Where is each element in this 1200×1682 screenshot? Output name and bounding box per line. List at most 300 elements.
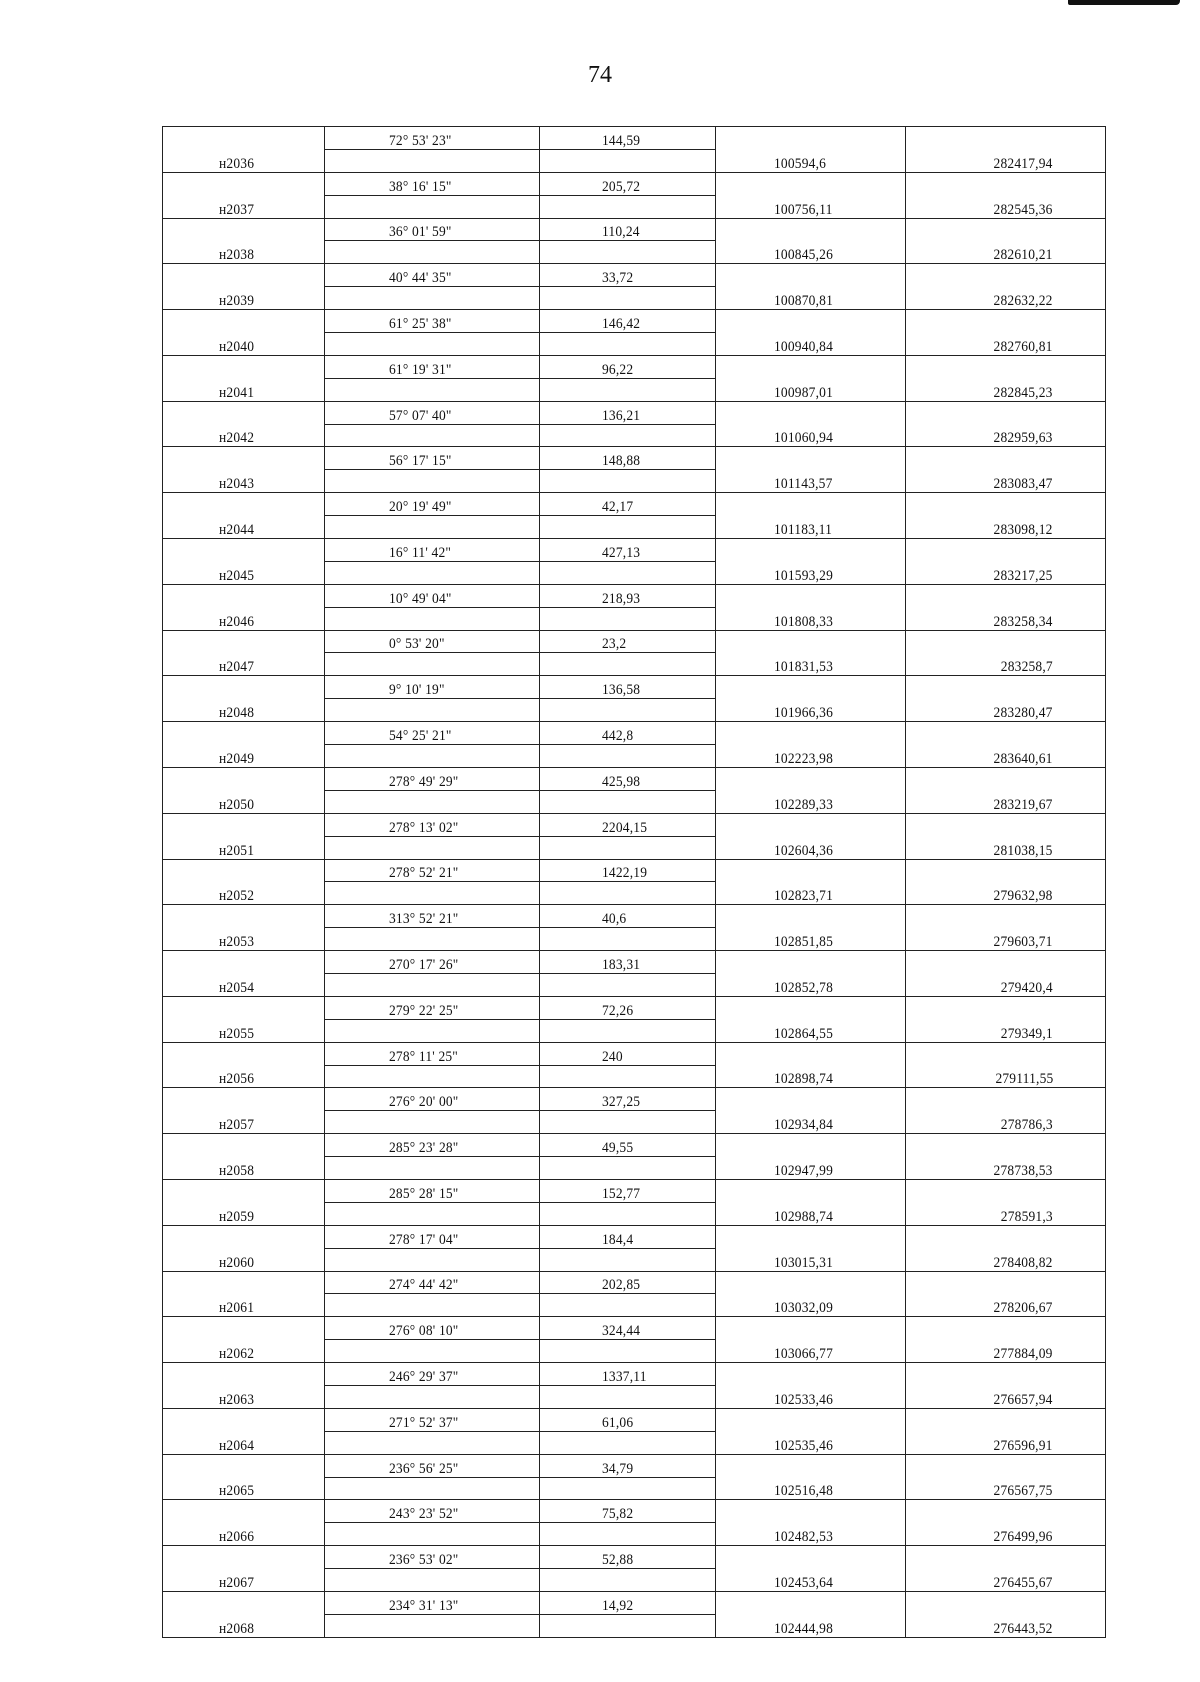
y-coordinate-cell: [906, 1019, 1106, 1042]
direction-angle-cell: [325, 1088, 540, 1111]
segment-row: [163, 584, 1106, 607]
point-name-cell: [163, 996, 325, 1019]
x-coordinate-cell: [716, 973, 906, 996]
point-name-cell: [163, 447, 325, 470]
direction-angle-cell: [325, 287, 540, 310]
point-row: [163, 1614, 1106, 1637]
segment-length-cell: [540, 149, 716, 172]
y-coordinate-cell: [906, 1225, 1106, 1248]
point-name-cell: [163, 1523, 325, 1546]
point-row: [163, 836, 1106, 859]
x-coordinate-cell: [716, 836, 906, 859]
direction-angle-cell: [325, 1592, 540, 1615]
segment-row: [163, 1500, 1106, 1523]
x-coordinate-text: 103066,77: [774, 1346, 834, 1363]
x-coordinate-cell: [716, 1134, 906, 1157]
point-name-cell: [163, 859, 325, 882]
segment-length-text: 205,72: [602, 178, 641, 195]
x-coordinate-text: 101808,33: [774, 613, 834, 630]
point-row: [163, 1202, 1106, 1225]
point-row: [163, 470, 1106, 493]
y-coordinate-cell: [906, 653, 1106, 676]
segment-length-cell: [540, 1111, 716, 1134]
segment-length-cell: [540, 1248, 716, 1271]
direction-angle-text: 61° 25' 38": [389, 316, 452, 333]
x-coordinate-cell: [716, 1385, 906, 1408]
y-coordinate-cell: [906, 149, 1106, 172]
x-coordinate-text: 102516,48: [774, 1483, 834, 1500]
segment-length-cell: [540, 699, 716, 722]
y-coordinate-text: 283098,12: [993, 522, 1053, 539]
x-coordinate-text: 100987,01: [774, 384, 834, 401]
point-row: [163, 745, 1106, 768]
segment-length-cell: [540, 1431, 716, 1454]
direction-angle-cell: [325, 1111, 540, 1134]
segment-length-text: 96,22: [602, 361, 634, 378]
segment-length-cell: [540, 287, 716, 310]
x-coordinate-cell: [716, 1042, 906, 1065]
x-coordinate-cell: [716, 401, 906, 424]
y-coordinate-text: 282545,36: [993, 201, 1053, 218]
x-coordinate-cell: [716, 630, 906, 653]
point-name-cell: [163, 127, 325, 150]
point-name-cell: [163, 1111, 325, 1134]
direction-angle-cell: [325, 1317, 540, 1340]
point-name-cell: [163, 149, 325, 172]
x-coordinate-text: 102533,46: [774, 1391, 834, 1408]
point-name-text: н2039: [219, 293, 255, 310]
segment-length-text: 425,98: [602, 773, 641, 790]
point-row: [163, 1065, 1106, 1088]
y-coordinate-cell: [906, 1408, 1106, 1431]
point-row: [163, 699, 1106, 722]
point-row: [163, 333, 1106, 356]
direction-angle-text: 278° 11' 25": [389, 1048, 459, 1065]
point-name-cell: [163, 241, 325, 264]
x-coordinate-cell: [716, 722, 906, 745]
x-coordinate-text: 102864,55: [774, 1025, 834, 1042]
segment-length-cell: [540, 378, 716, 401]
direction-angle-cell: [325, 493, 540, 516]
direction-angle-cell: [325, 607, 540, 630]
segment-length-cell: [540, 1454, 716, 1477]
point-row: [163, 882, 1106, 905]
segment-length-cell: [540, 195, 716, 218]
segment-length-cell: [540, 1363, 716, 1386]
x-coordinate-text: 102604,36: [774, 842, 834, 859]
y-coordinate-text: 278591,3: [1000, 1208, 1053, 1225]
x-coordinate-cell: [716, 447, 906, 470]
point-name-cell: [163, 1088, 325, 1111]
segment-length-cell: [540, 1042, 716, 1065]
segment-length-text: 42,17: [602, 499, 634, 516]
segment-length-cell: [540, 607, 716, 630]
direction-angle-cell: [325, 470, 540, 493]
x-coordinate-cell: [716, 1477, 906, 1500]
x-coordinate-cell: [716, 539, 906, 562]
direction-angle-text: 234° 31' 13": [389, 1597, 459, 1614]
x-coordinate-text: 101060,94: [774, 430, 834, 447]
segment-length-text: 184,4: [602, 1231, 634, 1248]
segment-length-text: 427,13: [602, 544, 641, 561]
y-coordinate-text: 279420,4: [1000, 979, 1053, 996]
point-name-cell: [163, 1477, 325, 1500]
y-coordinate-cell: [906, 1592, 1106, 1615]
direction-angle-text: 57° 07' 40": [389, 407, 452, 424]
point-name-cell: [163, 1363, 325, 1386]
point-name-cell: [163, 607, 325, 630]
point-name-cell: [163, 699, 325, 722]
point-name-text: н2046: [219, 613, 255, 630]
segment-length-cell: [540, 447, 716, 470]
segment-length-cell: [540, 745, 716, 768]
direction-angle-cell: [325, 882, 540, 905]
x-coordinate-text: 102289,33: [774, 796, 834, 813]
segment-length-cell: [540, 1157, 716, 1180]
y-coordinate-cell: [906, 1363, 1106, 1386]
point-name-text: н2068: [219, 1620, 255, 1637]
point-name-cell: [163, 493, 325, 516]
direction-angle-cell: [325, 813, 540, 836]
y-coordinate-cell: [906, 722, 1106, 745]
direction-angle-text: 236° 56' 25": [389, 1460, 459, 1477]
y-coordinate-text: 282417,94: [993, 155, 1053, 172]
segment-length-cell: [540, 1317, 716, 1340]
segment-length-text: 110,24: [602, 224, 640, 241]
segment-length-cell: [540, 767, 716, 790]
point-row: [163, 241, 1106, 264]
y-coordinate-text: 282845,23: [993, 384, 1053, 401]
direction-angle-text: 54° 25' 21": [389, 728, 452, 745]
x-coordinate-cell: [716, 149, 906, 172]
segment-length-cell: [540, 310, 716, 333]
y-coordinate-cell: [906, 218, 1106, 241]
point-name-cell: [163, 287, 325, 310]
point-name-cell: [163, 653, 325, 676]
y-coordinate-cell: [906, 447, 1106, 470]
x-coordinate-cell: [716, 470, 906, 493]
segment-length-text: 148,88: [602, 453, 641, 470]
x-coordinate-cell: [716, 745, 906, 768]
x-coordinate-cell: [716, 561, 906, 584]
coordinates-table: [162, 126, 1106, 1638]
segment-length-text: 61,06: [602, 1414, 634, 1431]
y-coordinate-text: 282610,21: [993, 247, 1053, 264]
point-name-text: н2037: [219, 201, 255, 218]
point-name-cell: [163, 561, 325, 584]
y-coordinate-cell: [906, 1202, 1106, 1225]
y-coordinate-cell: [906, 1477, 1106, 1500]
y-coordinate-cell: [906, 1431, 1106, 1454]
direction-angle-text: 38° 16' 15": [389, 178, 452, 195]
segment-length-text: 327,25: [602, 1094, 641, 1111]
segment-row: [163, 951, 1106, 974]
x-coordinate-cell: [716, 996, 906, 1019]
segment-length-text: 136,21: [602, 407, 641, 424]
direction-angle-cell: [325, 1065, 540, 1088]
segment-length-cell: [540, 1271, 716, 1294]
point-row: [163, 195, 1106, 218]
direction-angle-text: 278° 13' 02": [389, 819, 459, 836]
x-coordinate-cell: [716, 355, 906, 378]
x-coordinate-cell: [716, 241, 906, 264]
y-coordinate-cell: [906, 676, 1106, 699]
segment-row: [163, 355, 1106, 378]
direction-angle-cell: [325, 1225, 540, 1248]
x-coordinate-cell: [716, 1271, 906, 1294]
point-name-text: н2050: [219, 796, 255, 813]
x-coordinate-text: 100756,11: [774, 201, 833, 218]
y-coordinate-cell: [906, 1317, 1106, 1340]
y-coordinate-cell: [906, 470, 1106, 493]
y-coordinate-cell: [906, 401, 1106, 424]
direction-angle-cell: [325, 149, 540, 172]
x-coordinate-cell: [716, 882, 906, 905]
x-coordinate-text: 102852,78: [774, 979, 834, 996]
segment-length-cell: [540, 1134, 716, 1157]
x-coordinate-cell: [716, 1363, 906, 1386]
y-coordinate-cell: [906, 951, 1106, 974]
point-name-text: н2052: [219, 888, 255, 905]
point-row: [163, 1523, 1106, 1546]
direction-angle-cell: [325, 127, 540, 150]
point-name-text: н2041: [219, 384, 255, 401]
segment-length-cell: [540, 1477, 716, 1500]
segment-length-cell: [540, 653, 716, 676]
direction-angle-text: 20° 19' 49": [389, 499, 452, 516]
segment-row: [163, 767, 1106, 790]
y-coordinate-cell: [906, 1271, 1106, 1294]
point-name-cell: [163, 767, 325, 790]
x-coordinate-cell: [716, 813, 906, 836]
page-number: 74: [588, 62, 612, 88]
x-coordinate-text: 101593,29: [774, 567, 834, 584]
y-coordinate-cell: [906, 1134, 1106, 1157]
segment-row: [163, 1088, 1106, 1111]
point-name-cell: [163, 1500, 325, 1523]
y-coordinate-cell: [906, 1569, 1106, 1592]
x-coordinate-cell: [716, 1225, 906, 1248]
point-row: [163, 790, 1106, 813]
direction-angle-text: 271° 52' 37": [389, 1414, 459, 1431]
y-coordinate-text: 279603,71: [993, 934, 1053, 951]
direction-angle-cell: [325, 401, 540, 424]
point-row: [163, 973, 1106, 996]
segment-length-cell: [540, 1225, 716, 1248]
point-name-text: н2062: [219, 1346, 255, 1363]
point-name-cell: [163, 1225, 325, 1248]
segment-length-cell: [540, 424, 716, 447]
segment-length-cell: [540, 859, 716, 882]
segment-length-cell: [540, 790, 716, 813]
segment-row: [163, 310, 1106, 333]
direction-angle-cell: [325, 241, 540, 264]
point-name-cell: [163, 1569, 325, 1592]
segment-length-text: 218,93: [602, 590, 641, 607]
x-coordinate-cell: [716, 905, 906, 928]
point-name-text: н2044: [219, 522, 255, 539]
x-coordinate-text: 103015,31: [774, 1254, 834, 1271]
x-coordinate-text: 100845,26: [774, 247, 834, 264]
y-coordinate-cell: [906, 287, 1106, 310]
point-row: [163, 1385, 1106, 1408]
point-name-text: н2061: [219, 1300, 255, 1317]
y-coordinate-cell: [906, 1454, 1106, 1477]
direction-angle-text: 36° 01' 59": [389, 224, 452, 241]
y-coordinate-text: 276567,75: [993, 1483, 1053, 1500]
direction-angle-cell: [325, 630, 540, 653]
x-coordinate-text: 102851,85: [774, 934, 834, 951]
direction-angle-cell: [325, 1569, 540, 1592]
x-coordinate-cell: [716, 790, 906, 813]
y-coordinate-cell: [906, 355, 1106, 378]
direction-angle-text: 279° 22' 25": [389, 1002, 459, 1019]
segment-row: [163, 218, 1106, 241]
point-name-text: н2055: [219, 1025, 255, 1042]
x-coordinate-cell: [716, 1340, 906, 1363]
segment-length-cell: [540, 1202, 716, 1225]
point-row: [163, 1477, 1106, 1500]
x-coordinate-cell: [716, 218, 906, 241]
point-row: [163, 1340, 1106, 1363]
point-name-text: н2040: [219, 338, 255, 355]
direction-angle-cell: [325, 859, 540, 882]
x-coordinate-text: 100870,81: [774, 293, 834, 310]
segment-length-text: 146,42: [602, 316, 641, 333]
direction-angle-cell: [325, 584, 540, 607]
segment-length-cell: [540, 973, 716, 996]
segment-length-text: 40,6: [602, 911, 627, 928]
direction-angle-cell: [325, 1248, 540, 1271]
segment-length-cell: [540, 928, 716, 951]
y-coordinate-cell: [906, 973, 1106, 996]
point-name-cell: [163, 1294, 325, 1317]
y-coordinate-cell: [906, 996, 1106, 1019]
y-coordinate-cell: [906, 928, 1106, 951]
segment-length-cell: [540, 676, 716, 699]
x-coordinate-cell: [716, 1088, 906, 1111]
direction-angle-cell: [325, 951, 540, 974]
y-coordinate-cell: [906, 882, 1106, 905]
direction-angle-cell: [325, 264, 540, 287]
y-coordinate-cell: [906, 264, 1106, 287]
point-name-text: н2065: [219, 1483, 255, 1500]
y-coordinate-text: 282632,22: [993, 293, 1053, 310]
y-coordinate-cell: [906, 516, 1106, 539]
x-coordinate-cell: [716, 1569, 906, 1592]
direction-angle-text: 270° 17' 26": [389, 956, 459, 973]
direction-angle-text: 278° 52' 21": [389, 865, 459, 882]
segment-length-text: 1337,11: [602, 1368, 647, 1385]
x-coordinate-cell: [716, 378, 906, 401]
point-row: [163, 1019, 1106, 1042]
segment-row: [163, 1408, 1106, 1431]
segment-length-cell: [540, 493, 716, 516]
x-coordinate-cell: [716, 1408, 906, 1431]
segment-length-cell: [540, 172, 716, 195]
segment-row: [163, 1134, 1106, 1157]
direction-angle-cell: [325, 745, 540, 768]
x-coordinate-cell: [716, 928, 906, 951]
x-coordinate-text: 102823,71: [774, 888, 834, 905]
direction-angle-text: 313° 52' 21": [389, 911, 459, 928]
segment-length-text: 144,59: [602, 132, 641, 149]
y-coordinate-cell: [906, 561, 1106, 584]
direction-angle-text: 243° 23' 52": [389, 1506, 459, 1523]
segment-length-cell: [540, 1546, 716, 1569]
direction-angle-cell: [325, 172, 540, 195]
y-coordinate-text: 276657,94: [993, 1391, 1053, 1408]
point-name-cell: [163, 195, 325, 218]
x-coordinate-cell: [716, 516, 906, 539]
y-coordinate-cell: [906, 1042, 1106, 1065]
point-name-cell: [163, 905, 325, 928]
y-coordinate-text: 279349,1: [1000, 1025, 1053, 1042]
segment-row: [163, 172, 1106, 195]
point-name-text: н2036: [219, 155, 255, 172]
y-coordinate-cell: [906, 424, 1106, 447]
y-coordinate-cell: [906, 1500, 1106, 1523]
segment-length-text: 152,77: [602, 1185, 641, 1202]
direction-angle-text: 276° 20' 00": [389, 1094, 459, 1111]
x-coordinate-cell: [716, 859, 906, 882]
segment-length-text: 52,88: [602, 1552, 634, 1569]
segment-row: [163, 996, 1106, 1019]
segment-length-cell: [540, 1592, 716, 1615]
segment-row: [163, 1225, 1106, 1248]
point-name-cell: [163, 1179, 325, 1202]
segment-length-cell: [540, 218, 716, 241]
point-name-text: н2051: [219, 842, 255, 859]
segment-row: [163, 1271, 1106, 1294]
y-coordinate-cell: [906, 1523, 1106, 1546]
segment-row: [163, 127, 1106, 150]
y-coordinate-text: 281038,15: [993, 842, 1053, 859]
x-coordinate-cell: [716, 172, 906, 195]
point-row: [163, 1569, 1106, 1592]
point-row: [163, 561, 1106, 584]
direction-angle-cell: [325, 333, 540, 356]
point-name-text: н2049: [219, 750, 255, 767]
x-coordinate-cell: [716, 310, 906, 333]
segment-row: [163, 1042, 1106, 1065]
point-name-text: н2066: [219, 1529, 255, 1546]
direction-angle-text: 0° 53' 20": [389, 636, 445, 653]
y-coordinate-cell: [906, 539, 1106, 562]
direction-angle-cell: [325, 973, 540, 996]
y-coordinate-text: 283258,34: [993, 613, 1053, 630]
segment-length-cell: [540, 401, 716, 424]
segment-length-cell: [540, 951, 716, 974]
y-coordinate-text: 282959,63: [993, 430, 1053, 447]
y-coordinate-cell: [906, 630, 1106, 653]
segment-length-text: 136,58: [602, 682, 641, 699]
point-name-text: н2054: [219, 979, 255, 996]
y-coordinate-cell: [906, 1248, 1106, 1271]
segment-row: [163, 676, 1106, 699]
direction-angle-text: 10° 49' 04": [389, 590, 452, 607]
point-name-cell: [163, 1042, 325, 1065]
direction-angle-cell: [325, 699, 540, 722]
direction-angle-cell: [325, 561, 540, 584]
y-coordinate-text: 277884,09: [993, 1346, 1053, 1363]
segment-length-cell: [540, 539, 716, 562]
segment-length-cell: [540, 561, 716, 584]
segment-length-cell: [540, 1385, 716, 1408]
point-name-cell: [163, 378, 325, 401]
direction-angle-text: 72° 53' 23": [389, 132, 452, 149]
y-coordinate-cell: [906, 1294, 1106, 1317]
